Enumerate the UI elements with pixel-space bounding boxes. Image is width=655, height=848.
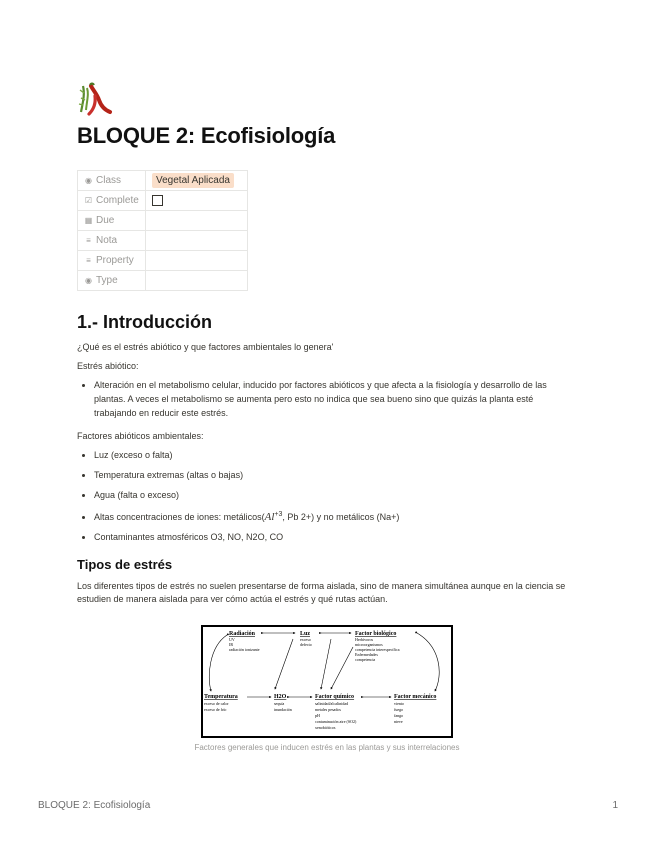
footer-title: BLOQUE 2: Ecofisiología bbox=[38, 800, 151, 811]
property-row-class[interactable] bbox=[78, 171, 248, 191]
type-value[interactable] bbox=[146, 271, 248, 291]
property-key: Property bbox=[96, 255, 134, 266]
svg-text:inundación: inundación bbox=[274, 707, 292, 712]
calendar-icon: ▦ bbox=[84, 216, 93, 225]
svg-text:exceso de frío: exceso de frío bbox=[204, 707, 227, 712]
figure-caption: Factores generales que inducen estrés en las plantas y sus interrelaciones bbox=[194, 743, 460, 752]
diagram-arrows bbox=[209, 633, 439, 697]
svg-text:competencia interespecífica: competencia interespecífica bbox=[355, 647, 400, 652]
svg-text:fuego: fuego bbox=[394, 707, 404, 712]
svg-text:nieve: nieve bbox=[394, 719, 403, 724]
svg-text:H2O: H2O bbox=[274, 694, 287, 700]
svg-text:microorganismos: microorganismos bbox=[355, 642, 383, 647]
node-luz bbox=[300, 631, 312, 647]
svg-text:Luz: Luz bbox=[300, 631, 311, 637]
svg-text:exceso de calor: exceso de calor bbox=[204, 701, 229, 706]
list-item: • Luz (exceso o falta) bbox=[94, 448, 578, 462]
svg-text:Factor mecánico: Factor mecánico bbox=[394, 694, 437, 700]
list-item: • Alteración en el metabolismo celular, inducido por factores abióticos y que afecta a la fisiología y desarrollo de las plantas. A veces el metabolismo se aumenta pero esto no indica que sea bueno sino que quizás la planta esté trabajando en reducir este estrés. bbox=[94, 378, 578, 420]
node-temperatura bbox=[204, 694, 238, 712]
section-heading-introduccion: 1.- Introducción bbox=[77, 312, 212, 332]
svg-text:pH: pH bbox=[315, 713, 320, 718]
math-symbol: Al bbox=[264, 511, 275, 523]
svg-text:Factor biológico: Factor biológico bbox=[355, 631, 397, 637]
svg-text:Temperatura: Temperatura bbox=[204, 694, 238, 700]
svg-text:fango: fango bbox=[394, 713, 404, 718]
chili-pepper-icon bbox=[77, 82, 113, 118]
svg-text:exceso: exceso bbox=[300, 637, 311, 642]
list-item: • Agua (falta o exceso) bbox=[94, 488, 578, 502]
node-mecanico bbox=[394, 694, 436, 724]
intro-question: ¿Qué es el estrés abiótico y que factores ambientales lo genera' bbox=[77, 342, 334, 352]
property-row-property[interactable] bbox=[78, 251, 248, 271]
text-icon: ≡ bbox=[86, 256, 91, 265]
list-item: • Temperatura extremas (altas o bajas) bbox=[94, 468, 578, 482]
stress-factors-diagram bbox=[203, 627, 451, 736]
page-title: BLOQUE 2: Ecofisiología bbox=[77, 123, 336, 148]
property-row-complete[interactable] bbox=[78, 191, 248, 211]
stress-factors-figure bbox=[201, 625, 453, 738]
svg-text:competencia: competencia bbox=[355, 657, 376, 662]
svg-text:sequía: sequía bbox=[274, 701, 285, 706]
tipos-paragraph: Los diferentes tipos de estrés no suelen presentarse de forma aislada, sino de manera simultánea aunque en la ciencia se estudien de manera aislada para ver cómo actúa el estrés y qué rutas actúan. bbox=[77, 581, 566, 604]
svg-text:Enfermedades: Enfermedades bbox=[355, 652, 378, 657]
svg-text:xenobióticos: xenobióticos bbox=[315, 725, 336, 730]
text-icon: ≡ bbox=[86, 236, 91, 245]
node-radiacion bbox=[229, 631, 260, 652]
property-value[interactable] bbox=[146, 251, 248, 271]
node-biologico bbox=[355, 631, 400, 662]
factores-label: Factores abióticos ambientales: bbox=[77, 431, 204, 441]
property-key: Complete bbox=[96, 195, 139, 206]
node-quimico bbox=[315, 694, 357, 730]
svg-text:Radiación: Radiación bbox=[229, 631, 256, 637]
property-key: Class bbox=[96, 175, 122, 186]
svg-text:contaminación aire (SO2): contaminación aire (SO2) bbox=[315, 719, 357, 724]
property-row-due[interactable] bbox=[78, 211, 248, 231]
select-icon: ◉ bbox=[85, 176, 92, 185]
list-item: • Contaminantes atmosféricos O3, NO, N2O, CO bbox=[94, 530, 578, 544]
due-value[interactable] bbox=[146, 211, 248, 231]
section-heading-tipos: Tipos de estrés bbox=[77, 557, 173, 572]
property-row-nota[interactable] bbox=[78, 231, 248, 251]
svg-text:Herbívoros: Herbívoros bbox=[355, 637, 373, 642]
page-number: 1 bbox=[612, 800, 618, 811]
svg-text:salinidad/alcalinidad: salinidad/alcalinidad bbox=[315, 701, 349, 706]
select-icon: ◉ bbox=[85, 276, 92, 285]
svg-text:UV: UV bbox=[229, 637, 235, 642]
property-key: Nota bbox=[96, 235, 118, 246]
svg-text:Factor químico: Factor químico bbox=[315, 694, 355, 700]
checkbox-icon: ☑ bbox=[84, 196, 93, 205]
svg-text:radiación ionizante: radiación ionizante bbox=[229, 647, 260, 652]
svg-text:defecto: defecto bbox=[300, 642, 312, 647]
nota-value[interactable] bbox=[146, 231, 248, 251]
property-row-type[interactable] bbox=[78, 271, 248, 291]
factores-list bbox=[77, 448, 578, 544]
property-key: Type bbox=[96, 275, 118, 286]
estres-label: Estrés abiótico: bbox=[77, 361, 139, 371]
svg-text:IR: IR bbox=[229, 642, 233, 647]
list-item: • Altas concentraciones de iones: $metálicos(Al^{+3}$, Pb 2+) y no metálicos (Na+) bbox=[94, 508, 578, 524]
property-key: Due bbox=[96, 215, 115, 226]
svg-text:metales pesados: metales pesados bbox=[315, 707, 341, 712]
class-tag[interactable]: Vegetal Aplicada bbox=[152, 173, 234, 188]
complete-checkbox[interactable] bbox=[152, 195, 163, 206]
estres-list bbox=[77, 378, 578, 420]
properties-table bbox=[77, 170, 248, 291]
svg-text:viento: viento bbox=[394, 701, 404, 706]
